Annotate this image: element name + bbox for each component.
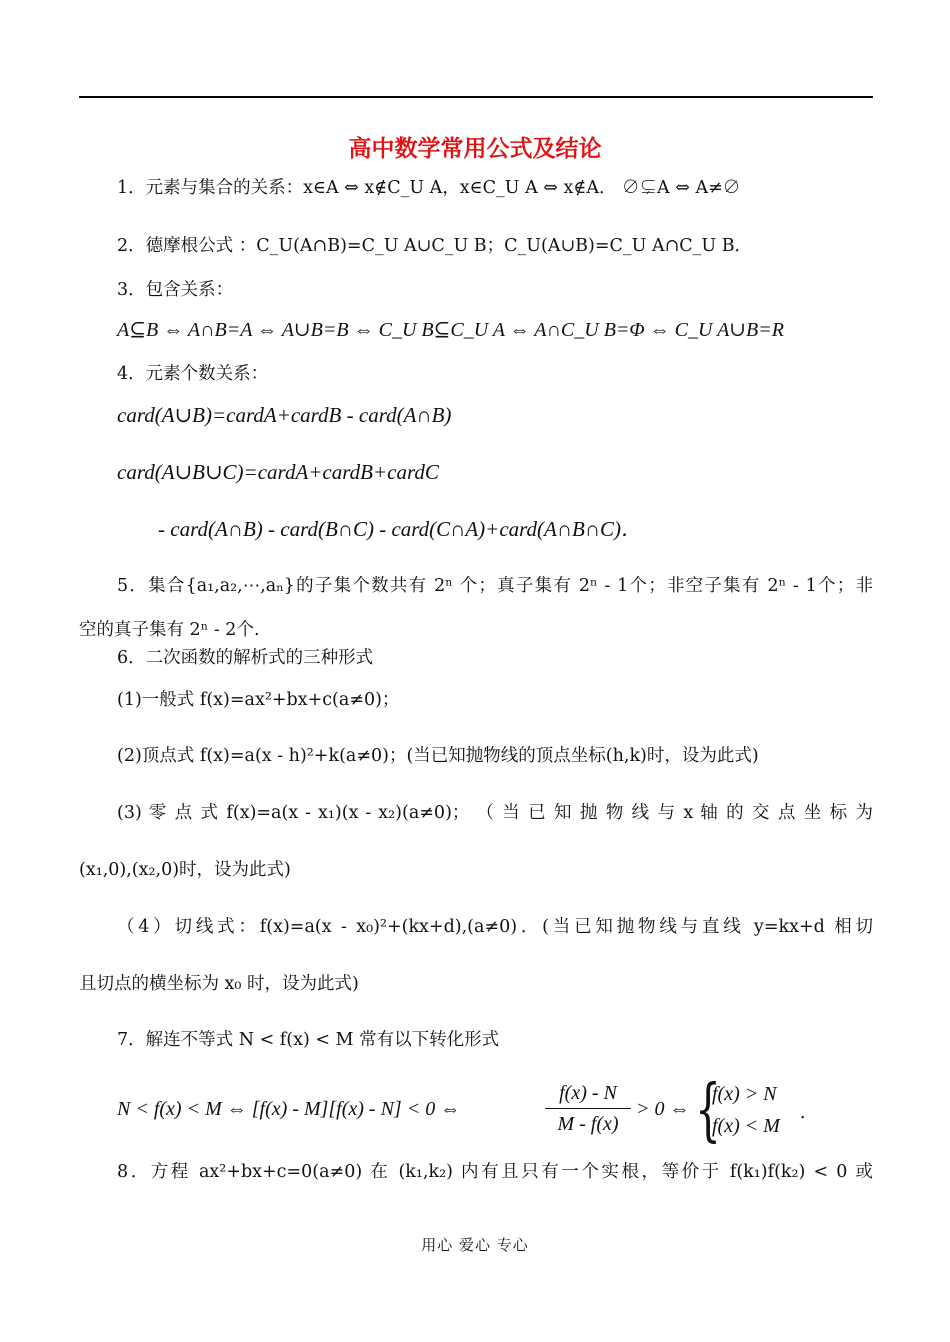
item-7-fraction [545, 1080, 631, 1137]
item-6-tangent-form-line2: 且切点的横坐标为 x₀ 时，设为此式) [79, 974, 359, 994]
item-7-period: ． [800, 1103, 818, 1123]
item-6-tangent-form-line1: （4）切线式：f(x)=a(x - x₀)²+(kx+d),(a≠0)．(当已知抛物线与直线 y=kx+d 相切 [117, 917, 873, 937]
page-title: 高中数学常用公式及结论 [348, 136, 602, 162]
item-7-system-line1: f(x) > N [712, 1083, 777, 1105]
item-7-formula-left: N < f(x) < M ⇔ [f(x) - M][f(x) - N] < 0 ⇔ [117, 1098, 461, 1120]
item-6-zero-form-line1: (3) 零 点 式 f(x)=a(x - x₁)(x - x₂)(a≠0)； （ 当 已 知 抛 物 线 与 x 轴 的 交 点 坐 标 为 [117, 803, 873, 823]
item-6-vertex-form: (2)顶点式 f(x)=a(x - h)²+k(a≠0)；(当已知抛物线的顶点坐标(h,k)时，设为此式) [117, 746, 759, 766]
item-8-root-condition: 8．方程 ax²+bx+c=0(a≠0) 在 (k₁,k₂) 内有且只有一个实根，等价于 f(k₁)f(k₂) < 0 或 [117, 1162, 873, 1182]
item-6-zero-form-line2: (x₁,0),(x₂,0)时，设为此式) [79, 860, 291, 880]
item-4-formula-three-sets-line1: card(A∪B∪C)=cardA+cardB+cardC [117, 460, 439, 484]
item-7-fraction-denominator: M - f(x) [557, 1113, 619, 1135]
item-7-system-line2: f(x) < M [712, 1115, 780, 1137]
item-7-fraction-bar [545, 1108, 631, 1109]
item-1-element-set-relation: 1．元素与集合的关系：x∈A ⇔ x∉C_U A，x∈C_U A ⇔ x∉A． ∅⊊A ⇔ A≠∅ [117, 178, 741, 198]
page-footer: 用心 爱心 专心 [421, 1236, 529, 1254]
item-4-formula-two-sets: card(A∪B)=cardA+cardB - card(A∩B) [117, 403, 452, 427]
item-6-general-form: (1)一般式 f(x)=ax²+bx+c(a≠0)； [117, 690, 400, 710]
item-7-fraction-numerator: f(x) - N [559, 1082, 617, 1104]
item-3-formula: A⊆B ⇔ A∩B=A ⇔ A∪B=B ⇔ C_U B⊆C_U A ⇔ A∩C_U B=Φ ⇔ C_U A∪B=R [117, 319, 784, 341]
item-4-heading: 4．元素个数关系： [117, 364, 269, 384]
item-3-heading: 3．包含关系： [117, 280, 234, 300]
item-5-subsets-line2: 空的真子集有 2ⁿ - 2个. [79, 620, 260, 640]
left-brace-icon: { [695, 1071, 721, 1150]
item-7-formula-middle: > 0 ⇔ [636, 1098, 690, 1120]
item-2-de-morgan: 2．德摩根公式 ：C_U(A∩B)=C_U A∪C_U B；C_U(A∪B)=C_U A∩C_U B． [117, 236, 753, 256]
item-6-heading: 6．二次函数的解析式的三种形式 [117, 648, 374, 668]
header-rule [79, 96, 873, 98]
item-7-heading: 7．解连不等式 N < f(x) < M 常有以下转化形式 [117, 1030, 500, 1050]
item-4-formula-three-sets-line2: - card(A∩B) - card(B∩C) - card(C∩A)+card(A∩B∩C)． [158, 517, 643, 541]
item-5-subsets-line1: 5．集合{a₁,a₂,⋯,aₙ}的子集个数共有 2ⁿ 个；真子集有 2ⁿ - 1个；非空子集有 2ⁿ - 1个；非 [117, 576, 873, 596]
